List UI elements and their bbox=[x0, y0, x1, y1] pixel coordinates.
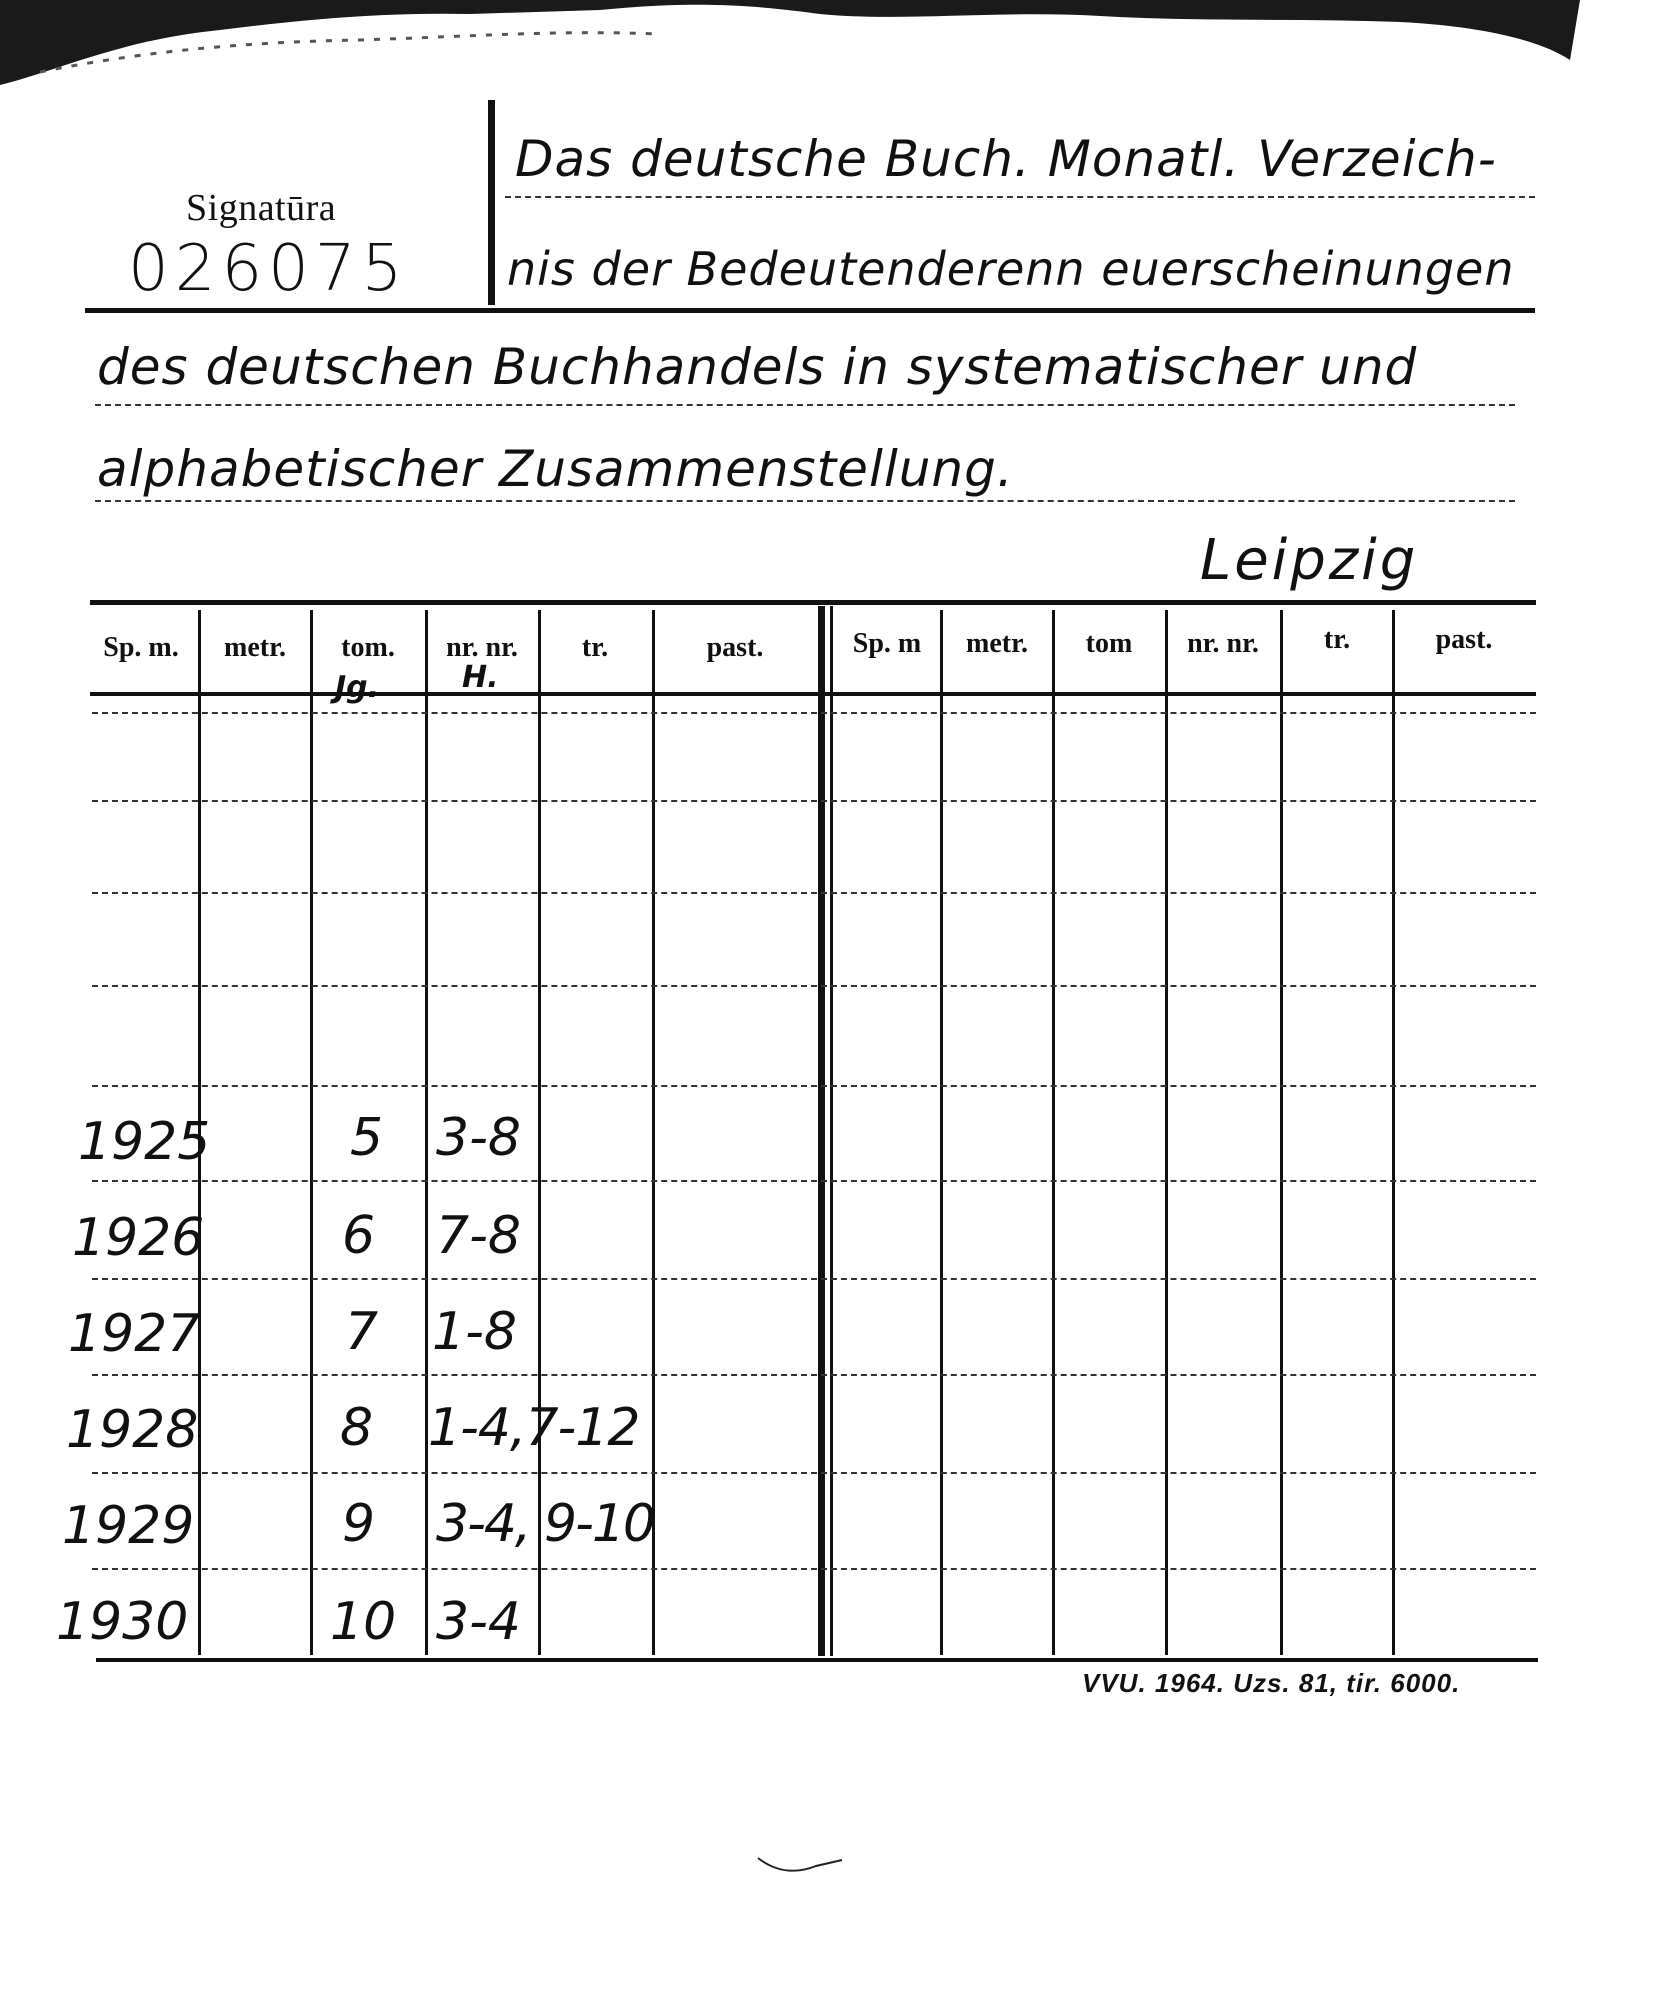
header-nr-annotation: H. bbox=[462, 660, 499, 695]
row-line bbox=[92, 1472, 1536, 1474]
header-past-right: past. bbox=[1435, 624, 1493, 655]
signatura-value: 026075 bbox=[128, 232, 409, 306]
row-line bbox=[92, 985, 1536, 987]
col-line bbox=[1165, 610, 1168, 1655]
table-row-year: 1929 bbox=[62, 1496, 195, 1556]
title-divider bbox=[488, 100, 495, 305]
table-row-tom: 7 bbox=[345, 1302, 379, 1362]
table-row-year: 1926 bbox=[72, 1208, 205, 1268]
header-metr-left: metr. bbox=[224, 632, 286, 663]
col-line bbox=[940, 610, 943, 1655]
table-row-nr: 1-8 bbox=[432, 1302, 517, 1362]
table-row-year: 1925 bbox=[78, 1112, 211, 1172]
col-line bbox=[1280, 610, 1283, 1655]
row-line bbox=[92, 1278, 1536, 1280]
table-row-tom: 9 bbox=[342, 1494, 376, 1554]
header-tom-annotation: Jg. bbox=[335, 670, 380, 705]
header-nr-right: nr. nr. bbox=[1187, 628, 1259, 659]
title-line-2: nis der Bedeutenderenn euerscheinungen bbox=[507, 242, 1515, 296]
row-line bbox=[92, 800, 1536, 802]
header-tr-left: tr. bbox=[581, 632, 609, 663]
table-row-tom: 8 bbox=[340, 1398, 374, 1458]
header-nr-left: nr. nr. bbox=[446, 632, 518, 663]
header-sp-m-right: Sp. m bbox=[852, 628, 922, 659]
header-metr-right: metr. bbox=[966, 628, 1028, 659]
center-divider bbox=[830, 606, 833, 1656]
table-row-year: 1928 bbox=[66, 1400, 199, 1460]
row-line bbox=[92, 892, 1536, 894]
place-of-publication: Leipzig bbox=[1200, 528, 1419, 593]
row-line bbox=[92, 1180, 1536, 1182]
table-row-nr: 3-4, 9-10 bbox=[436, 1494, 655, 1554]
col-line bbox=[310, 610, 313, 1655]
table-row-tom: 10 bbox=[330, 1592, 397, 1652]
col-line bbox=[425, 610, 428, 1655]
center-divider bbox=[818, 606, 825, 1656]
signature-rule bbox=[85, 308, 1535, 313]
row-line bbox=[92, 1374, 1536, 1376]
row-line bbox=[92, 712, 1536, 714]
table-row-year: 1930 bbox=[56, 1592, 189, 1652]
signatura-label: Signatūra bbox=[186, 187, 337, 229]
title-line-4: alphabetischer Zusammenstellung. bbox=[97, 440, 1014, 498]
table-row-nr: 7-8 bbox=[436, 1206, 521, 1266]
table-row-tom: 5 bbox=[350, 1108, 384, 1168]
table-row-year: 1927 bbox=[68, 1304, 201, 1364]
row-line bbox=[92, 1085, 1536, 1087]
table-row-nr: 1-4,7-12 bbox=[428, 1398, 640, 1458]
header-past-left: past. bbox=[706, 632, 764, 663]
col-line bbox=[1392, 610, 1395, 1655]
title-underline-4 bbox=[95, 500, 1515, 502]
printer-imprint: VVU. 1964. Uzs. 81, tir. 6000. bbox=[1082, 1668, 1461, 1698]
title-line-1: Das deutsche Buch. Monatl. Verzeich- bbox=[515, 130, 1497, 188]
table-row-tom: 6 bbox=[342, 1206, 376, 1266]
table-bottom-rule bbox=[96, 1658, 1538, 1662]
row-line bbox=[92, 1568, 1536, 1570]
header-tom-left: tom. bbox=[341, 632, 395, 663]
header-sp-m-left: Sp. m. bbox=[103, 632, 179, 663]
title-underline-1 bbox=[505, 196, 1535, 198]
title-line-3: des deutschen Buchhandels in systematischer und bbox=[97, 338, 1418, 396]
torn-edge bbox=[0, 0, 1580, 90]
header-tr-right: tr. bbox=[1323, 624, 1351, 655]
title-underline-3 bbox=[95, 404, 1515, 406]
table-row-nr: 3-4 bbox=[436, 1592, 521, 1652]
table-top-rule bbox=[90, 600, 1536, 605]
stray-mark bbox=[756, 1850, 846, 1880]
header-tom-right: tom bbox=[1085, 628, 1133, 659]
table-row-nr: 3-8 bbox=[436, 1108, 521, 1168]
table-header-rule bbox=[90, 692, 1536, 696]
col-line bbox=[1052, 610, 1055, 1655]
